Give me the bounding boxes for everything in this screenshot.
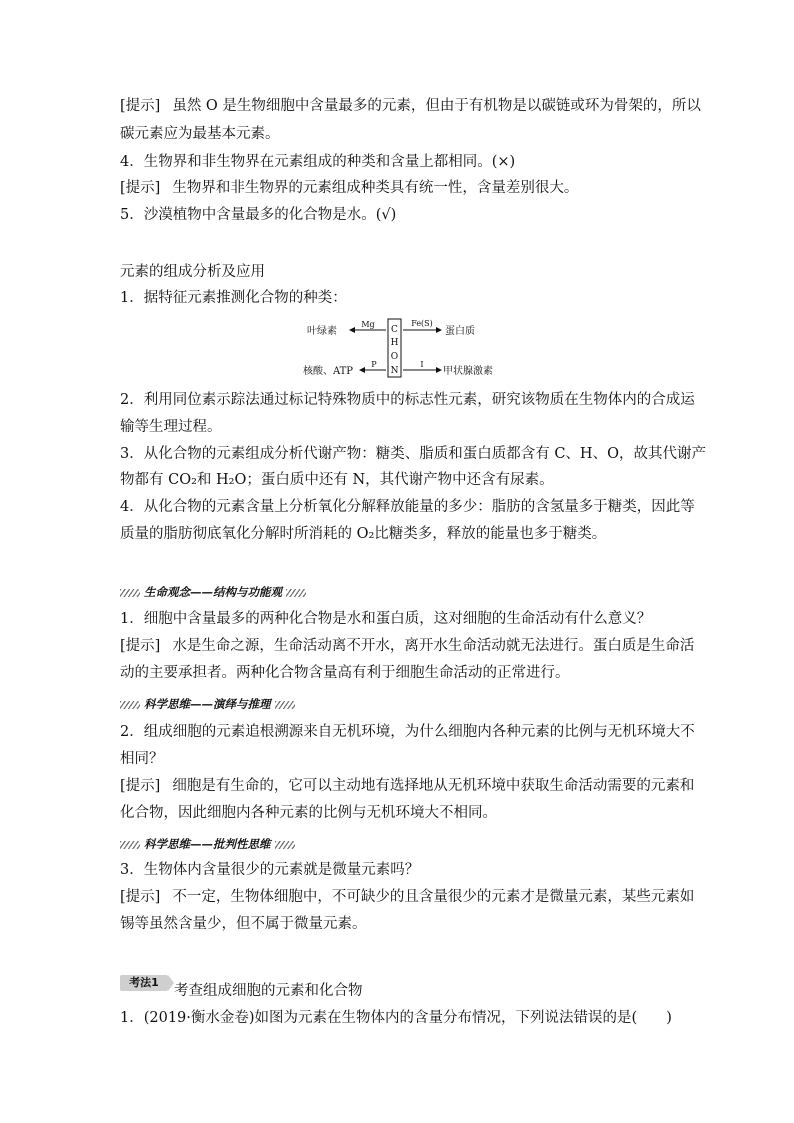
element-mg: Mg <box>361 320 375 329</box>
element-i: I <box>420 360 424 369</box>
hint-label: [提示] <box>120 98 161 114</box>
answer-2-line-1: [提示] 细胞是有生命的，它可以主动地有选择地从无机环境中获取生命活动需要的元素和 <box>120 778 695 794</box>
hatch-decoration <box>275 841 295 849</box>
exam-method-title: 考查组成细胞的元素和化合物 <box>174 983 363 999</box>
point-3-line-1: 3．从化合物的元素组成分析代谢产物：糖类、脂质和蛋白质都含有 C、H、O，故其代谢产 <box>120 446 706 462</box>
element-p: P <box>371 360 377 369</box>
point-2-line-1: 2．利用同位素示踪法通过标记特殊物质中的标志性元素，研究该物质在生物体内的合成运 <box>120 392 695 408</box>
answer-3-line-2: 锡等虽然含量少，但不属于微量元素。 <box>120 916 367 932</box>
label-protein: 蛋白质 <box>445 326 475 337</box>
tip-1-line-1: [提示] 虽然 O 是生物细胞中含量最多的元素，但由于有机物是以碳链或环为骨架的，所以 <box>120 98 701 114</box>
question-2-line-1: 2．组成细胞的元素追根溯源来自无机环境，为什么细胞内各种元素的比例与无机环境大不 <box>120 724 695 740</box>
point-2-line-2: 输等生理过程。 <box>120 419 222 435</box>
literacy-banner-2: 科学思维——演绎与推理 <box>120 696 295 712</box>
hint-label: [提示] <box>120 180 161 196</box>
exam-question-1: 1．(2019·衡水金卷)如图为元素在生物体内的含量分布情况，下列说法错误的是( ) <box>120 1010 672 1026</box>
question-2-line-2: 相同？ <box>120 751 164 767</box>
hatch-decoration <box>286 589 306 597</box>
tip-2: [提示] 生物界和非生物界的元素组成种类具有统一性，含量差别很大。 <box>120 180 579 196</box>
hint-label: [提示] <box>120 638 161 654</box>
hint-label: [提示] <box>120 889 161 905</box>
center-letter-h: H <box>390 338 399 348</box>
label-nucleic-acid-atp: 核酸、ATP <box>302 366 354 377</box>
point-3-line-2: 物都有 CO₂和 H₂O；蛋白质中还有 N，其代谢产物中还含有尿素。 <box>120 472 554 488</box>
element-fe-s: Fe(S) <box>411 319 433 328</box>
label-chlorophyll: 叶绿素 <box>307 326 337 337</box>
answer-1-line-2: 动的主要承担者。两种化合物含量高有利于细胞生命活动的正常进行。 <box>120 665 570 681</box>
hatch-decoration <box>275 701 295 709</box>
statement-5: 5．沙漠植物中含量最多的化合物是水。(√) <box>120 207 397 223</box>
hatch-decoration <box>120 841 140 849</box>
point-4-line-1: 4．从化合物的元素含量上分析氧化分解释放能量的多少：脂肪的含氢量多于糖类，因此等 <box>120 499 695 515</box>
point-4-line-2: 质量的脂肪彻底氧化分解时所消耗的 O₂比糖类多，释放的能量也多于糖类。 <box>120 526 607 542</box>
hatch-decoration <box>120 701 140 709</box>
point-1: 1．据特征元素推测化合物的种类： <box>120 290 347 306</box>
question-3: 3．生物体内含量很少的元素就是微量元素吗？ <box>120 862 420 878</box>
center-letter-n: N <box>390 366 399 376</box>
statement-4: 4．生物界和非生物界在元素组成的种类和含量上都相同。(×) <box>120 154 516 170</box>
tip-1-line-2: 碳元素应为最基本元素。 <box>120 126 280 142</box>
answer-1-line-1: [提示] 水是生命之源，生命活动离不开水，离开水生命活动就无法进行。蛋白质是生命活 <box>120 638 695 654</box>
answer-3-line-1: [提示] 不一定，生物体细胞中，不可缺少的且含量很少的元素才是微量元素，某些元素如 <box>120 889 695 905</box>
literacy-banner-3: 科学思维——批判性思维 <box>120 836 295 852</box>
hatch-decoration <box>120 589 140 597</box>
center-letter-c: C <box>391 325 398 335</box>
element-compound-diagram <box>300 316 500 382</box>
center-letter-o: O <box>390 352 399 362</box>
section-heading: 元素的组成分析及应用 <box>120 264 265 280</box>
literacy-banner-1: 生命观念——结构与功能观 <box>120 584 306 600</box>
question-1: 1．细胞中含量最多的两种化合物是水和蛋白质，这对细胞的生命活动有什么意义？ <box>120 611 652 627</box>
exam-method-badge: 考法1 <box>120 975 168 991</box>
label-thyroid-hormone: 甲状腺激素 <box>443 366 493 377</box>
answer-2-line-2: 化合物，因此细胞内各种元素的比例与无机环境大不相同。 <box>120 805 497 821</box>
hint-label: [提示] <box>120 778 161 794</box>
